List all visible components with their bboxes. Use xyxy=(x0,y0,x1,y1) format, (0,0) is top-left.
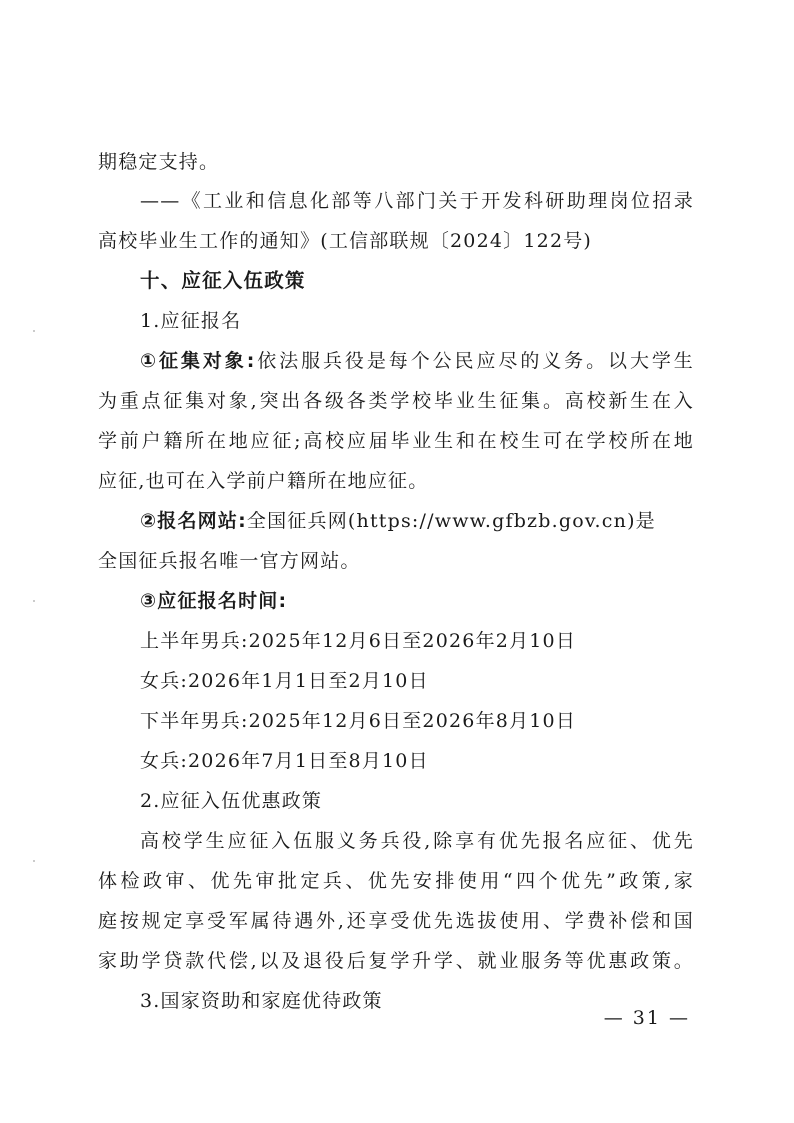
paragraph-line: 为重点征集对象,突出各级各类学校毕业生征集。高校新生在入 xyxy=(98,390,694,412)
subsection-heading: 3.国家资助和家庭优待政策 xyxy=(140,990,383,1012)
page-number: — 31 — xyxy=(603,1007,690,1029)
schedule-line: 女兵:2026年1月1日至2月10日 xyxy=(140,670,429,692)
text-line: 期稳定支持。 xyxy=(98,151,220,173)
scan-speck xyxy=(33,600,35,602)
paragraph-line: 庭按规定享受军属待遇外,还享受优先选拔使用、学费补偿和国 xyxy=(98,910,694,932)
paragraph-line: 家助学贷款代偿,以及退役后复学升学、就业服务等优惠政策。 xyxy=(98,950,694,972)
paragraph-line: 体检政审、优先审批定兵、优先安排使用“四个优先”政策,家 xyxy=(98,870,694,892)
subsection-heading: 2.应征入伍优惠政策 xyxy=(140,790,323,812)
paragraph-line: 全国征兵报名唯一官方网站。 xyxy=(98,550,361,572)
schedule-line: 下半年男兵:2025年12月6日至2026年8月10日 xyxy=(140,710,577,732)
label-time: ③应征报名时间: xyxy=(140,590,288,612)
label-target: ①征集对象: xyxy=(140,350,256,372)
paragraph-text: 全国征兵网(https://www.gfbzb.gov.cn)是 xyxy=(246,510,656,532)
paragraph-text: 依法服兵役是每个公民应尽的义务。以大学生 xyxy=(255,350,694,372)
paragraph-line xyxy=(140,349,694,375)
schedule-line: 上半年男兵:2025年12月6日至2026年2月10日 xyxy=(140,630,577,652)
paragraph-line xyxy=(140,509,694,535)
scan-speck xyxy=(33,860,35,862)
label-website: ②报名网站: xyxy=(140,510,247,532)
paragraph-line: 应征,也可在入学前户籍所在地应征。 xyxy=(98,470,429,492)
subsection-heading: 1.应征报名 xyxy=(140,310,242,332)
schedule-line: 女兵:2026年7月1日至8月10日 xyxy=(140,750,429,772)
section-heading: 十、应征入伍政策 xyxy=(140,269,306,292)
citation-line: ——《工业和信息化部等八部门关于开发科研助理岗位招录 xyxy=(140,190,694,212)
paragraph-line: 高校学生应征入伍服义务兵役,除享有优先报名应征、优先 xyxy=(140,830,694,852)
citation-line: 高校毕业生工作的通知》(工信部联规〔2024〕122号) xyxy=(98,230,593,252)
scan-speck xyxy=(33,330,35,332)
paragraph-line: 学前户籍所在地应征;高校应届毕业生和在校生可在学校所在地 xyxy=(98,430,694,452)
